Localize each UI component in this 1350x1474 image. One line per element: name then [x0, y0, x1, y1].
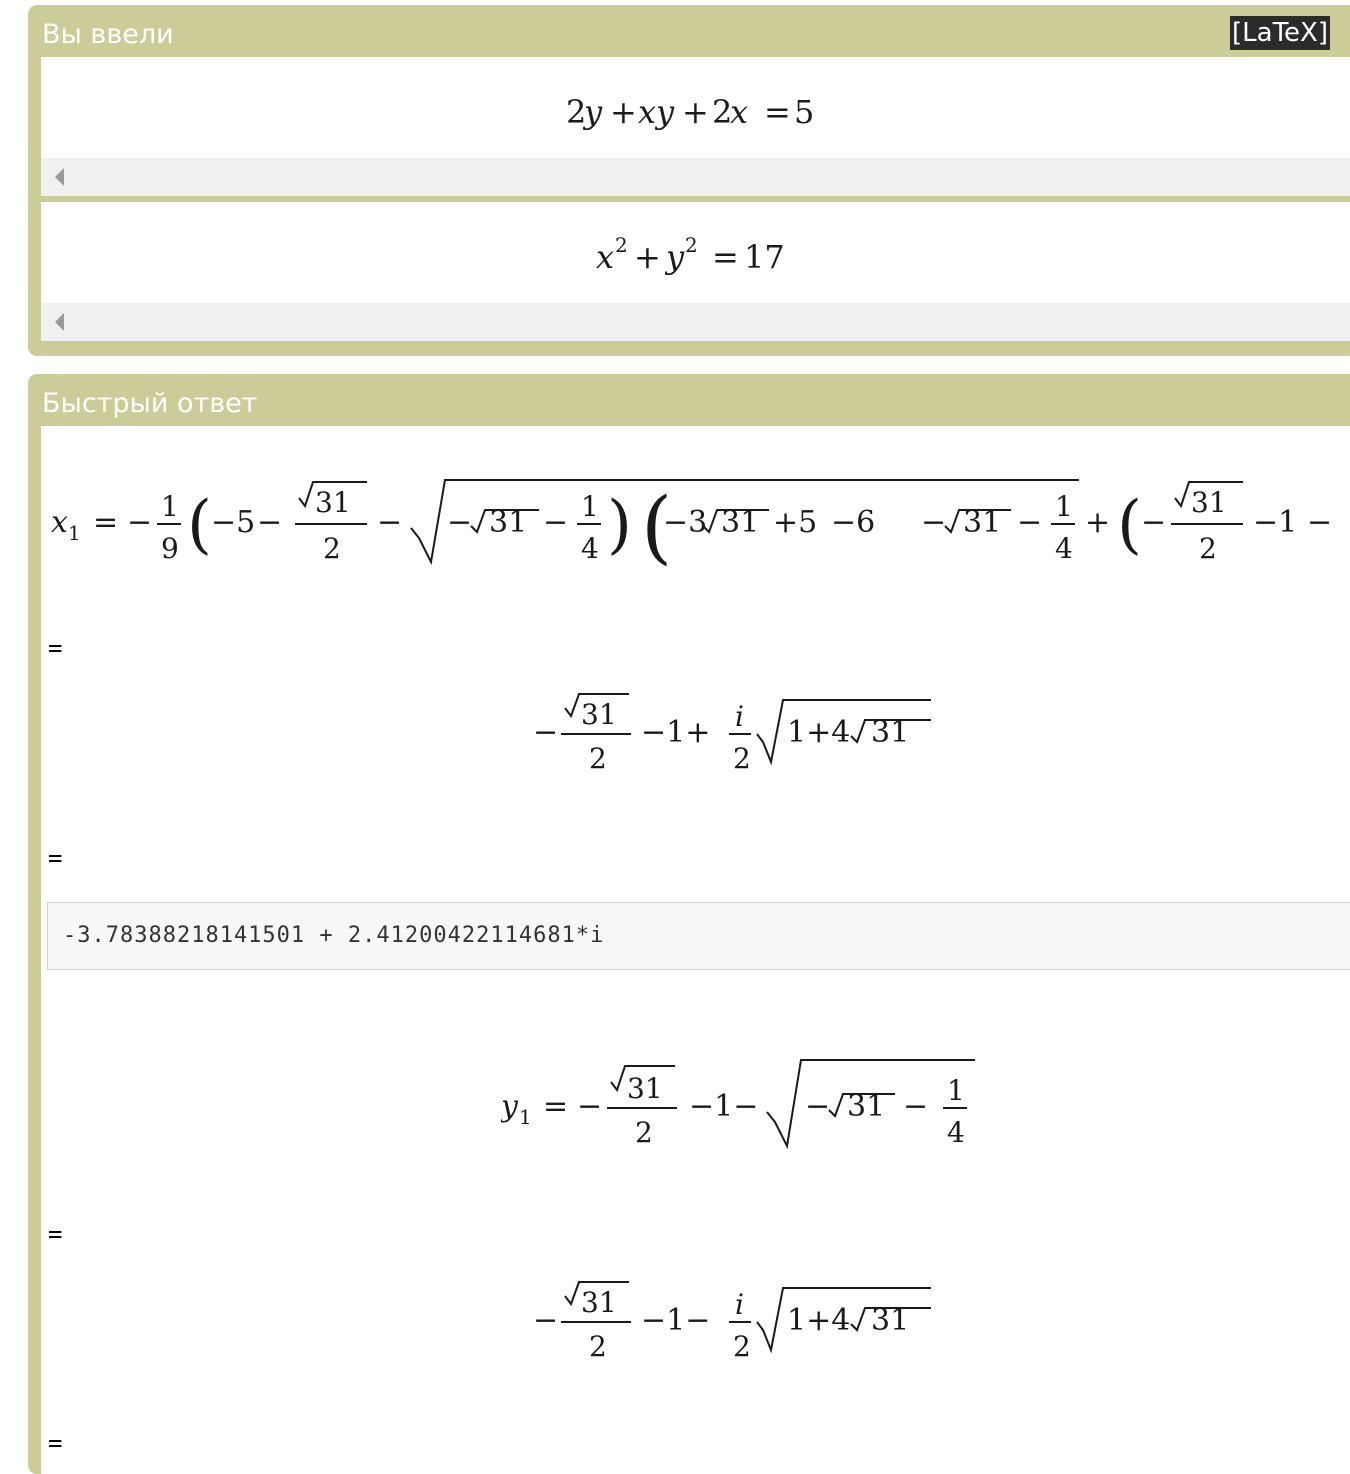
answer-panel-header — [28, 374, 1350, 426]
svg-text:−: − — [127, 505, 153, 540]
equation-1-scrollbar[interactable] — [41, 158, 1350, 196]
svg-text:31: 31 — [871, 715, 910, 750]
svg-text:−: − — [577, 1089, 603, 1124]
svg-text:1: 1 — [581, 490, 599, 523]
svg-text:−: − — [903, 1089, 929, 1124]
equals-sign: = — [48, 1220, 63, 1248]
answer-body — [41, 426, 1350, 1474]
svg-text:4: 4 — [1055, 532, 1073, 565]
equation-1 — [41, 91, 1350, 143]
svg-text:y: y — [665, 238, 684, 276]
svg-text:(: ( — [641, 480, 673, 573]
x1-numeric-result[interactable] — [47, 902, 1350, 970]
svg-text:1+4: 1+4 — [787, 715, 851, 750]
svg-text:−: − — [1017, 505, 1043, 540]
svg-text:31: 31 — [847, 1089, 886, 1124]
svg-text:31: 31 — [489, 505, 528, 540]
equation-2 — [41, 232, 1350, 288]
input-panel-header — [28, 5, 1350, 57]
svg-text:−: − — [1141, 505, 1167, 540]
svg-text:31: 31 — [871, 1303, 910, 1338]
svg-text:2: 2 — [635, 1116, 653, 1149]
svg-text:2: 2 — [733, 742, 751, 775]
svg-text:17: 17 — [743, 238, 785, 276]
equals-sign: = — [48, 844, 63, 872]
answer-panel — [28, 374, 1350, 1474]
equation-2-box — [41, 202, 1350, 341]
scroll-left-arrow-icon[interactable] — [55, 168, 64, 186]
svg-text:1: 1 — [947, 1074, 965, 1107]
svg-text:9: 9 — [161, 532, 179, 565]
svg-text:2: 2 — [614, 233, 628, 257]
svg-text:): ) — [607, 488, 632, 562]
svg-text:31: 31 — [1191, 486, 1227, 519]
svg-text:31: 31 — [581, 698, 617, 731]
svg-text:1: 1 — [68, 521, 81, 545]
svg-text:−1+: −1+ — [641, 715, 711, 750]
svg-text:−1−: −1− — [641, 1303, 711, 1338]
svg-text:5: 5 — [793, 93, 814, 131]
svg-text:+: + — [1085, 505, 1111, 540]
svg-text:i: i — [735, 1288, 744, 1321]
svg-text:4: 4 — [581, 532, 599, 565]
x1-numeric-value: -3.78388218141501 + 2.41200422114681*i — [63, 923, 605, 948]
svg-text:y: y — [583, 93, 602, 131]
svg-text:2: 2 — [589, 1330, 607, 1363]
svg-text:31: 31 — [581, 1286, 617, 1319]
svg-text:31: 31 — [315, 486, 351, 519]
input-panel-title: Вы ввели — [42, 19, 174, 50]
y1-simplified — [533, 1278, 953, 1372]
answer-panel-title: Быстрый ответ — [42, 388, 258, 419]
svg-text:1: 1 — [1055, 490, 1073, 523]
svg-text:−: − — [377, 505, 403, 540]
latex-button[interactable]: [LaTeX] — [1232, 18, 1328, 48]
svg-text:x: x — [729, 93, 748, 131]
svg-text:2: 2 — [323, 532, 341, 565]
svg-text:−1−: −1− — [689, 1089, 759, 1124]
svg-text:xy: xy — [637, 93, 674, 131]
svg-text:2: 2 — [684, 233, 698, 257]
x1-simplified — [533, 690, 953, 784]
svg-text:4: 4 — [947, 1116, 965, 1149]
svg-text:−6: −6 — [831, 505, 876, 540]
svg-text:−3: −3 — [663, 505, 708, 540]
svg-text:(: ( — [1117, 488, 1142, 562]
svg-text:−: − — [921, 505, 947, 540]
svg-text:2: 2 — [565, 93, 586, 131]
svg-text:−: − — [257, 505, 283, 540]
svg-text:−: − — [533, 1303, 559, 1338]
svg-text:−: − — [543, 505, 569, 540]
input-panel — [28, 5, 1350, 356]
svg-text:i: i — [735, 700, 744, 733]
equals-sign: = — [48, 634, 63, 662]
svg-text:−: − — [447, 505, 473, 540]
svg-text:1+4: 1+4 — [787, 1303, 851, 1338]
equation-2-scrollbar[interactable] — [41, 303, 1350, 341]
svg-text:31: 31 — [963, 505, 1002, 540]
svg-text:−: − — [805, 1089, 831, 1124]
svg-text:+: + — [609, 93, 637, 131]
svg-text:+: + — [681, 93, 709, 131]
svg-text:=: = — [543, 1089, 569, 1124]
svg-text:y: y — [501, 1089, 518, 1124]
svg-text:−1: −1 — [1253, 505, 1298, 540]
svg-text:=: = — [763, 93, 791, 131]
scroll-left-arrow-icon[interactable] — [55, 313, 64, 331]
svg-text:−5: −5 — [211, 505, 256, 540]
svg-text:31: 31 — [627, 1072, 663, 1105]
svg-text:2: 2 — [711, 93, 732, 131]
equation-1-box — [41, 57, 1350, 196]
svg-text:−: − — [1307, 505, 1333, 540]
svg-text:2: 2 — [733, 1330, 751, 1363]
svg-text:(: ( — [187, 488, 212, 562]
svg-text:=: = — [93, 505, 119, 540]
svg-text:31: 31 — [721, 505, 760, 540]
x1-expression — [51, 466, 1350, 580]
svg-text:1: 1 — [519, 1105, 532, 1129]
equals-sign: = — [48, 1429, 63, 1457]
svg-text:+: + — [633, 238, 661, 276]
svg-text:x: x — [51, 505, 68, 540]
svg-text:+5: +5 — [773, 505, 818, 540]
svg-text:2: 2 — [1199, 532, 1217, 565]
svg-text:=: = — [711, 238, 739, 276]
svg-text:x: x — [595, 238, 614, 276]
svg-text:1: 1 — [161, 490, 179, 523]
svg-text:−: − — [533, 715, 559, 750]
svg-text:2: 2 — [589, 742, 607, 775]
y1-expression — [501, 1056, 1001, 1160]
